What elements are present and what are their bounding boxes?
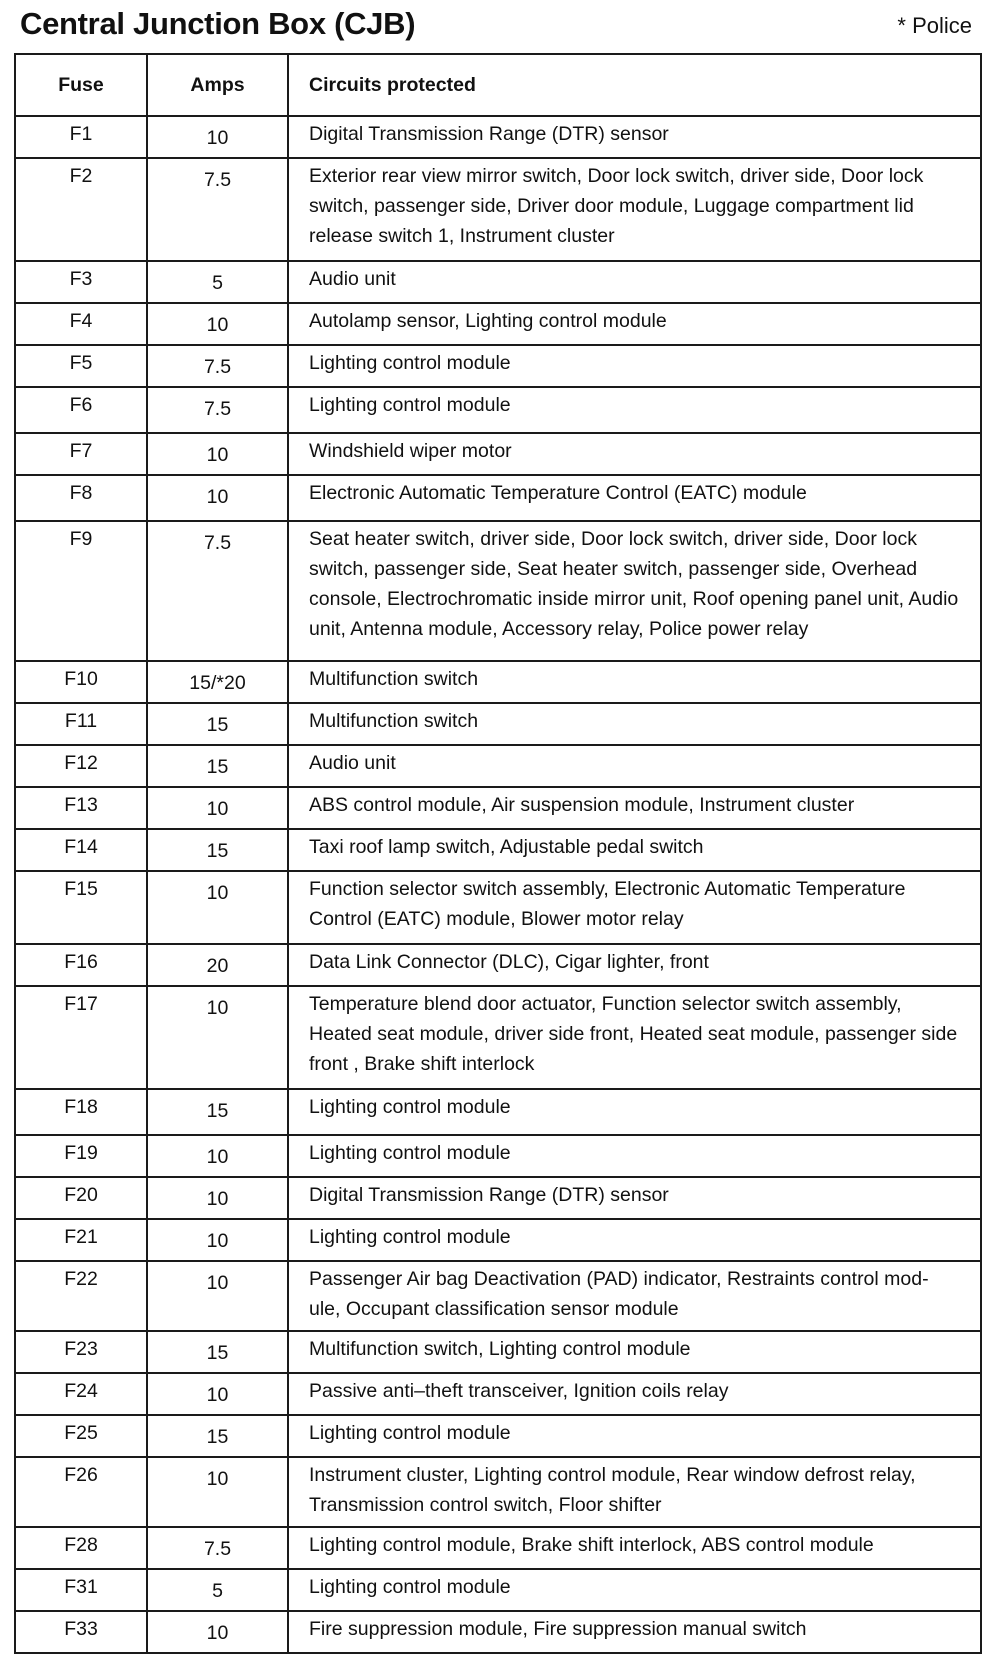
column-header-circuits: Circuits protected	[288, 54, 981, 116]
amperage-value: 10	[147, 116, 288, 158]
amperage-value: 5	[147, 261, 288, 303]
table-row	[15, 116, 981, 158]
circuits-protected: Fire suppression module, Fire suppression manual switch	[288, 1611, 981, 1653]
circuits-protected: Instrument cluster, Lighting control module, Rear window defrost relay, Transmission control switch, Floor shifter	[288, 1457, 981, 1527]
table-row	[15, 829, 981, 871]
amperage-value: 15	[147, 829, 288, 871]
table-row	[15, 521, 981, 661]
fuse-number: F19	[15, 1135, 147, 1177]
circuits-protected: Taxi roof lamp switch, Adjustable pedal switch	[288, 829, 981, 871]
fuse-number: F11	[15, 703, 147, 745]
circuits-protected: Passenger Air bag Deactivation (PAD) indicator, Restraints control mod-ule, Occupant classification sensor module	[288, 1261, 981, 1331]
table-row	[15, 433, 981, 475]
amperage-value: 5	[147, 1569, 288, 1611]
fuse-number: F33	[15, 1611, 147, 1653]
amperage-value: 10	[147, 1373, 288, 1415]
fuse-number: F22	[15, 1261, 147, 1331]
page-title: Central Junction Box (CJB)	[20, 6, 416, 41]
table-row	[15, 387, 981, 433]
fuse-number: F17	[15, 986, 147, 1089]
amperage-value: 10	[147, 1457, 288, 1527]
circuits-protected: Multifunction switch	[288, 661, 981, 703]
circuits-protected: Data Link Connector (DLC), Cigar lighter, front	[288, 944, 981, 986]
amperage-value: 10	[147, 986, 288, 1089]
fuse-number: F7	[15, 433, 147, 475]
fuse-number: F4	[15, 303, 147, 345]
table-row	[15, 1611, 981, 1653]
fuse-number: F15	[15, 871, 147, 944]
fuse-number: F25	[15, 1415, 147, 1457]
amperage-value: 15	[147, 703, 288, 745]
table-row	[15, 944, 981, 986]
circuits-protected: Multifunction switch	[288, 703, 981, 745]
table-row	[15, 745, 981, 787]
fuse-number: F26	[15, 1457, 147, 1527]
amperage-value: 7.5	[147, 1527, 288, 1569]
table-row	[15, 703, 981, 745]
fuse-number: F24	[15, 1373, 147, 1415]
fuse-number: F28	[15, 1527, 147, 1569]
fuse-number: F14	[15, 829, 147, 871]
circuits-protected: Function selector switch assembly, Electronic Automatic Temperature Control (EATC) module, Blower motor relay	[288, 871, 981, 944]
circuits-protected: Passive anti–theft transceiver, Ignition coils relay	[288, 1373, 981, 1415]
table-row	[15, 1569, 981, 1611]
fuse-number: F1	[15, 116, 147, 158]
table-row	[15, 1261, 981, 1331]
table-row	[15, 261, 981, 303]
fuse-number: F12	[15, 745, 147, 787]
circuits-protected: Seat heater switch, driver side, Door lock switch, driver side, Door lock switch, passenger side, Seat heater switch, passenger side, Overhead console, Electrochromatic inside mirror unit, Roof opening panel unit, Audio unit, Antenna module, Accessory relay, Police power relay	[288, 521, 981, 661]
circuits-protected: Lighting control module	[288, 1569, 981, 1611]
circuits-protected: Autolamp sensor, Lighting control module	[288, 303, 981, 345]
table-row	[15, 787, 981, 829]
circuits-protected: Exterior rear view mirror switch, Door lock switch, driver side, Door lock switch, passenger side, Driver door module, Luggage compartment lid release switch 1, Instrument cluster	[288, 158, 981, 261]
fuse-number: F16	[15, 944, 147, 986]
amperage-value: 7.5	[147, 345, 288, 387]
amperage-value: 7.5	[147, 521, 288, 661]
table-row	[15, 1219, 981, 1261]
table-row	[15, 871, 981, 944]
circuits-protected: Audio unit	[288, 261, 981, 303]
table-row	[15, 1373, 981, 1415]
column-header-amps: Amps	[147, 54, 288, 116]
table-row	[15, 1177, 981, 1219]
amperage-value: 10	[147, 1219, 288, 1261]
fuse-number: F20	[15, 1177, 147, 1219]
circuits-protected: Lighting control module	[288, 1219, 981, 1261]
amperage-value: 10	[147, 1135, 288, 1177]
amperage-value: 7.5	[147, 387, 288, 433]
circuits-protected: Lighting control module, Brake shift interlock, ABS control module	[288, 1527, 981, 1569]
table-row	[15, 986, 981, 1089]
fuse-number: F9	[15, 521, 147, 661]
table-header-row	[15, 54, 981, 116]
fuse-number: F31	[15, 1569, 147, 1611]
circuits-protected: Temperature blend door actuator, Function selector switch assembly, Heated seat module, driver side front, Heated seat module, passenger side front , Brake shift interlock	[288, 986, 981, 1089]
amperage-value: 10	[147, 475, 288, 521]
table-row	[15, 1089, 981, 1135]
fuse-number: F13	[15, 787, 147, 829]
circuits-protected: Lighting control module	[288, 387, 981, 433]
amperage-value: 10	[147, 1177, 288, 1219]
table-row	[15, 303, 981, 345]
table-body	[15, 116, 981, 1653]
circuits-protected: Multifunction switch, Lighting control module	[288, 1331, 981, 1373]
fuse-number: F23	[15, 1331, 147, 1373]
amperage-value: 15	[147, 1415, 288, 1457]
amperage-value: 10	[147, 1261, 288, 1331]
table-row	[15, 1527, 981, 1569]
circuits-protected: Lighting control module	[288, 1415, 981, 1457]
fuse-number: F10	[15, 661, 147, 703]
circuits-protected: Audio unit	[288, 745, 981, 787]
table-row	[15, 661, 981, 703]
fuse-number: F3	[15, 261, 147, 303]
column-header-fuse: Fuse	[15, 54, 147, 116]
circuits-protected: ABS control module, Air suspension module, Instrument cluster	[288, 787, 981, 829]
fuse-table	[14, 53, 982, 1654]
fuse-number: F5	[15, 345, 147, 387]
table-row	[15, 345, 981, 387]
amperage-value: 20	[147, 944, 288, 986]
circuits-protected: Lighting control module	[288, 345, 981, 387]
table-row	[15, 1415, 981, 1457]
police-footnote: * Police	[897, 13, 972, 38]
fuse-number: F8	[15, 475, 147, 521]
circuits-protected: Lighting control module	[288, 1135, 981, 1177]
circuits-protected: Digital Transmission Range (DTR) sensor	[288, 1177, 981, 1219]
amperage-value: 10	[147, 1611, 288, 1653]
amperage-value: 10	[147, 303, 288, 345]
amperage-value: 10	[147, 871, 288, 944]
circuits-protected: Electronic Automatic Temperature Control (EATC) module	[288, 475, 981, 521]
fuse-number: F18	[15, 1089, 147, 1135]
table-row	[15, 475, 981, 521]
amperage-value: 7.5	[147, 158, 288, 261]
table-row	[15, 1135, 981, 1177]
fuse-number: F21	[15, 1219, 147, 1261]
table-row	[15, 158, 981, 261]
table-row	[15, 1457, 981, 1527]
amperage-value: 15	[147, 1331, 288, 1373]
amperage-value: 10	[147, 433, 288, 475]
amperage-value: 15/*20	[147, 661, 288, 703]
circuits-protected: Lighting control module	[288, 1089, 981, 1135]
amperage-value: 10	[147, 787, 288, 829]
circuits-protected: Windshield wiper motor	[288, 433, 981, 475]
fuse-number: F6	[15, 387, 147, 433]
circuits-protected: Digital Transmission Range (DTR) sensor	[288, 116, 981, 158]
fuse-number: F2	[15, 158, 147, 261]
amperage-value: 15	[147, 1089, 288, 1135]
amperage-value: 15	[147, 745, 288, 787]
table-row	[15, 1331, 981, 1373]
